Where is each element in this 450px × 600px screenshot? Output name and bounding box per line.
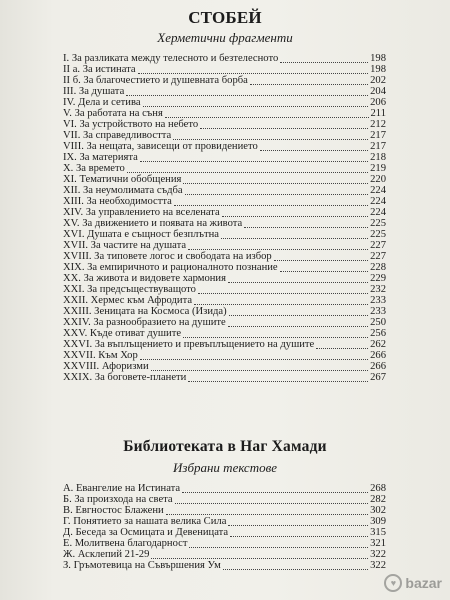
toc-entry-page: 309 xyxy=(370,516,386,527)
dot-leader xyxy=(194,296,368,305)
dot-leader xyxy=(221,230,368,239)
toc-entry-label: А. Евангелие на Истината xyxy=(63,483,181,494)
toc-entry-label: VIII. За нещата, зависещи от провидението xyxy=(63,141,258,152)
toc-entry-label: XVIII. За типовете логос и свободата на избор xyxy=(63,251,272,262)
toc-entry-page: 218 xyxy=(370,152,386,163)
toc-entry-label: XV. За движението и появата на живота xyxy=(63,218,243,229)
dot-leader xyxy=(183,175,368,184)
dot-leader xyxy=(280,54,368,63)
dot-leader xyxy=(316,340,368,349)
dot-leader xyxy=(200,120,368,129)
toc-entry-page: 282 xyxy=(370,494,386,505)
toc-entry-page: 211 xyxy=(370,108,386,119)
toc-entry-page: 225 xyxy=(370,229,386,240)
dot-leader xyxy=(230,528,368,537)
toc-list-nag-hammadi xyxy=(63,484,386,572)
dot-leader xyxy=(175,495,369,504)
dot-leader xyxy=(151,362,368,371)
toc-entry-page: 266 xyxy=(370,350,386,361)
toc-entry-page: 227 xyxy=(370,251,386,262)
bazar-logo-icon: ♥ xyxy=(384,574,402,592)
toc-entry-label: XIII. За необходимостта xyxy=(63,196,172,207)
toc-entry-label: Д. Беседа за Осмицата и Девеницата xyxy=(63,527,229,538)
toc-entry-page: 256 xyxy=(370,328,386,339)
toc-entry-label: III. За душата xyxy=(63,86,125,97)
toc-entry-label: IV. Дела и сетива xyxy=(63,97,141,108)
dot-leader xyxy=(151,550,368,559)
toc-entry-page: 232 xyxy=(370,284,386,295)
toc-entry-page: 233 xyxy=(370,306,386,317)
toc-entry-page: 322 xyxy=(370,549,386,560)
toc-entry-label: В. Евгностос Блажени xyxy=(63,505,164,516)
toc-entry-label: VI. За устройството на небето xyxy=(63,119,199,130)
toc-entry-page: 212 xyxy=(370,119,386,130)
toc-entry-page: 250 xyxy=(370,317,386,328)
toc-entry-label: XI. Тематични обобщения xyxy=(63,174,182,185)
toc-entry-label: XXV. Къде отиват душите xyxy=(63,328,182,339)
watermark xyxy=(384,574,442,592)
toc-entry-label: VII. За справедливостта xyxy=(63,130,172,141)
toc-entry-page: 206 xyxy=(370,97,386,108)
toc-entry-label: XXII. Хермес към Афродита xyxy=(63,295,193,306)
toc-entry-page: 315 xyxy=(370,527,386,538)
toc-entry-page: 233 xyxy=(370,295,386,306)
toc-entry-page: 202 xyxy=(370,75,386,86)
toc-entry-page: 267 xyxy=(370,372,386,383)
dot-leader xyxy=(185,186,369,195)
dot-leader xyxy=(280,263,368,272)
dot-leader xyxy=(274,252,368,261)
toc-entry-label: II а. За истината xyxy=(63,64,136,75)
dot-leader xyxy=(140,153,368,162)
toc-entry-label: XVII. За частите на душата xyxy=(63,240,187,251)
toc-entry-page: 228 xyxy=(370,262,386,273)
dot-leader xyxy=(228,318,368,327)
toc-entry-label: Г. Понятието за нашата велика Сила xyxy=(63,516,227,527)
toc-entry-label: XXIX. За боговете-планети xyxy=(63,372,187,383)
toc-entry-page: 204 xyxy=(370,86,386,97)
toc-entry-label: XVI. Душата е същност безплътна xyxy=(63,229,219,240)
toc-entry xyxy=(63,373,386,384)
toc-entry-page: 262 xyxy=(370,339,386,350)
dot-leader xyxy=(222,208,368,217)
toc-entry-page: 322 xyxy=(370,560,386,571)
toc-entry-page: 266 xyxy=(370,361,386,372)
dot-leader xyxy=(189,539,368,548)
dot-leader xyxy=(250,76,368,85)
dot-leader xyxy=(182,484,368,493)
section-subtitle-selected: Избрани текстове xyxy=(172,460,277,475)
dot-leader xyxy=(198,285,368,294)
toc-entry-label: XXVII. Към Хор xyxy=(63,350,138,361)
toc-entry-page: 198 xyxy=(370,53,386,64)
toc-entry-page: 229 xyxy=(370,273,386,284)
dot-leader xyxy=(228,517,368,526)
toc-entry-page: 227 xyxy=(370,240,386,251)
dot-leader xyxy=(188,241,368,250)
section-title-stobaeus: СТОБЕЙ xyxy=(188,8,262,27)
toc-entry-label: XXI. За предсъществуващото xyxy=(63,284,196,295)
toc-entry-label: З. Гръмотевица на Съвършения Ум xyxy=(63,560,221,571)
toc-entry-label: XX. За живота и видовете хармония xyxy=(63,273,226,284)
dot-leader xyxy=(183,329,368,338)
dot-leader xyxy=(143,98,369,107)
toc-entry-label: Ж. Асклепий 21-29 xyxy=(63,549,150,560)
dot-leader xyxy=(260,142,368,151)
toc-entry-label: II б. За благочестието и душевната борба xyxy=(63,75,248,86)
section-title-nag-hammadi: Библиотеката в Наг Хамади xyxy=(123,438,327,455)
toc-entry-page: 220 xyxy=(370,174,386,185)
toc-entry-label: XXIII. Зеницата на Космоса (Изида) xyxy=(63,306,227,317)
toc-entry-label: Е. Молитвена благодарност xyxy=(63,538,188,549)
dot-leader xyxy=(140,351,368,360)
toc-entry-label: XXIV. За разнообразието на душите xyxy=(63,317,226,328)
toc-entry-page: 224 xyxy=(370,185,386,196)
dot-leader xyxy=(188,373,368,382)
dot-leader xyxy=(166,506,368,515)
toc-entry-page: 224 xyxy=(370,196,386,207)
section-subtitle-hermetic: Херметични фрагменти xyxy=(157,30,293,45)
toc-entry-label: XII. За неумолимата съдба xyxy=(63,185,183,196)
dot-leader xyxy=(126,87,368,96)
toc-entry xyxy=(63,561,386,572)
toc-entry-label: I. За разликата между телесното и безтелесното xyxy=(63,53,279,64)
watermark-text: bazar xyxy=(405,575,442,591)
dot-leader xyxy=(223,561,368,570)
toc-entry-page: 225 xyxy=(370,218,386,229)
dot-leader xyxy=(244,219,368,228)
dot-leader xyxy=(127,164,368,173)
toc-entry-page: 302 xyxy=(370,505,386,516)
toc-entry-page: 224 xyxy=(370,207,386,218)
toc-entry-label: XXVI. За въплъщението и превъплъщението на душите xyxy=(63,339,315,350)
toc-entry-label: Б. За произхода на света xyxy=(63,494,173,505)
toc-entry-page: 198 xyxy=(370,64,386,75)
dot-leader xyxy=(228,274,368,283)
toc-entry-label: IX. За материята xyxy=(63,152,138,163)
toc-list-stobaeus xyxy=(63,54,386,384)
dot-leader xyxy=(229,307,368,316)
toc-entry-page: 268 xyxy=(370,483,386,494)
toc-entry-label: X. За времето xyxy=(63,163,125,174)
toc-entry-page: 219 xyxy=(370,163,386,174)
toc-entry-label: XIV. За управлението на вселената xyxy=(63,207,220,218)
toc-entry-page: 217 xyxy=(370,130,386,141)
dot-leader xyxy=(138,65,369,74)
toc-entry-page: 321 xyxy=(370,538,386,549)
dot-leader xyxy=(173,131,368,140)
dot-leader xyxy=(174,197,368,206)
toc-entry-label: XXVIII. Афоризми xyxy=(63,361,149,372)
dot-leader xyxy=(165,109,369,118)
toc-entry-label: XIX. За емпиричното и рационалното познание xyxy=(63,262,278,273)
toc-entry-page: 217 xyxy=(370,141,386,152)
toc-entry-label: V. За работата на съня xyxy=(63,108,163,119)
